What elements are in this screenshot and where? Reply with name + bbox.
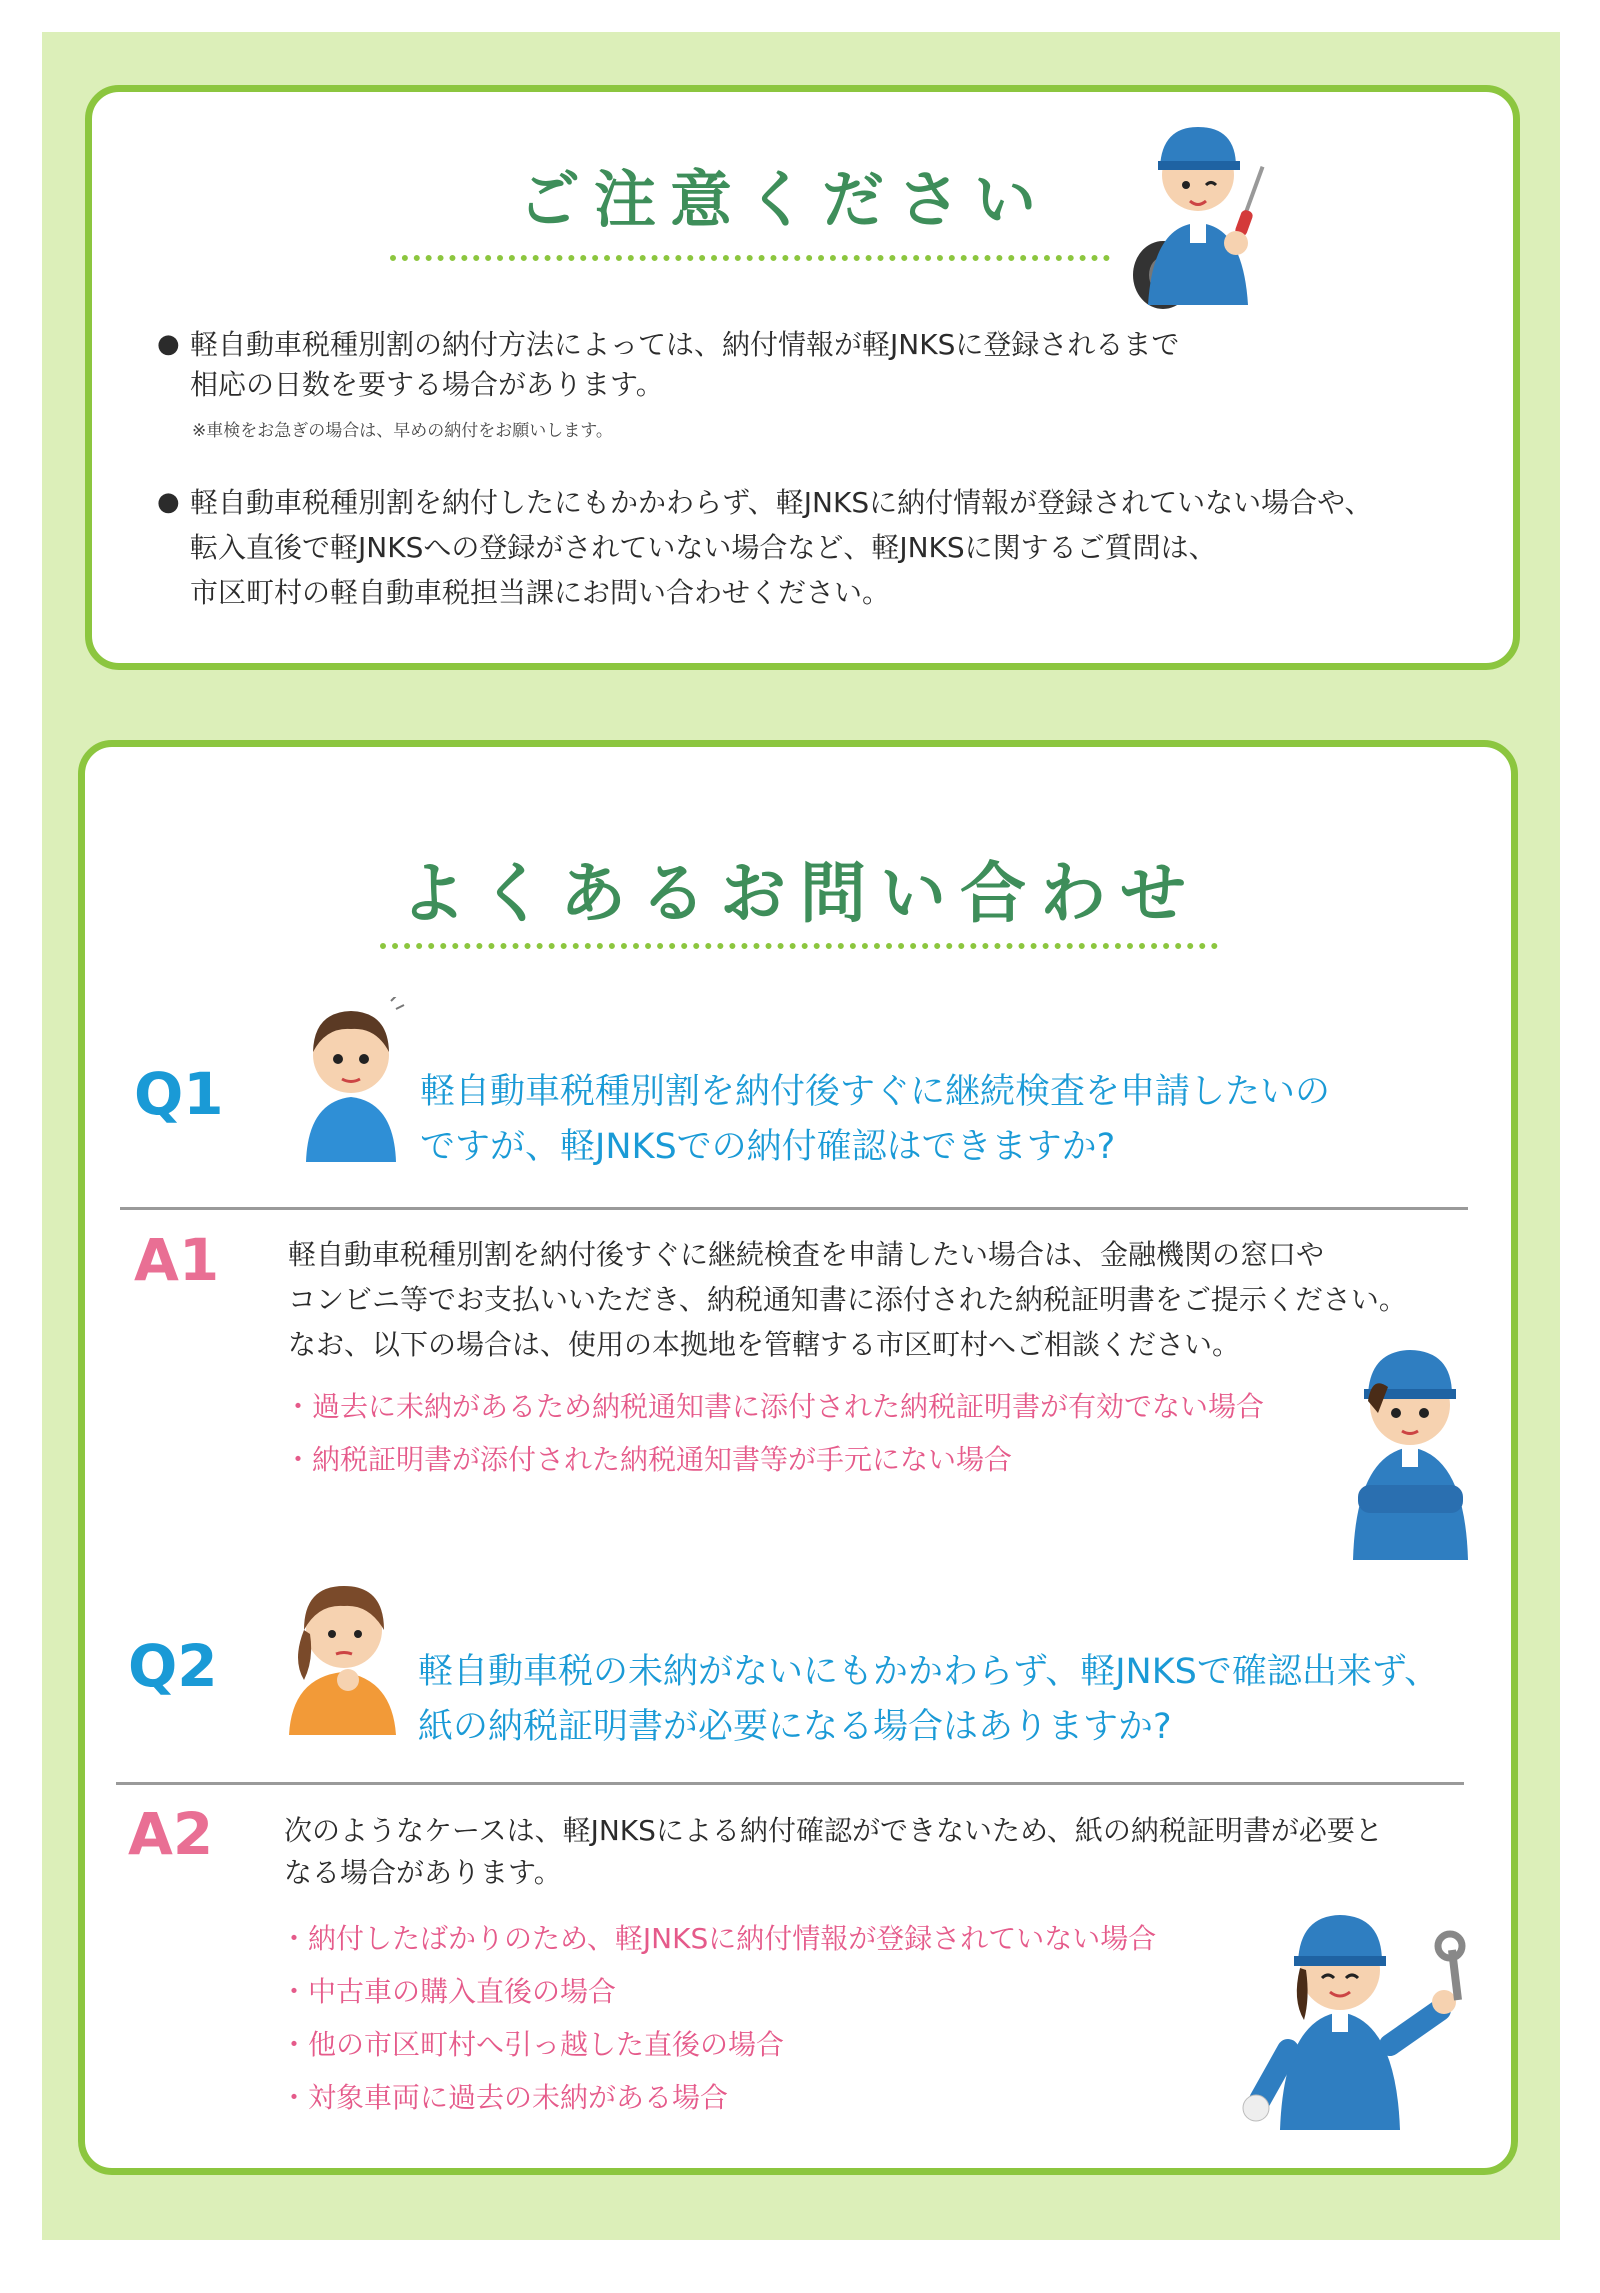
a2-label: A2	[128, 1800, 214, 1868]
notice-item2-line2: 転入直後で軽JNKSへの登録がされていない場合など、軽JNKSに関するご質問は、	[190, 531, 1217, 564]
a2-bullet-3: ・他の市区町村へ引っ越した直後の場合	[280, 2028, 785, 2061]
q2-line1: 軽自動車税の未納がないにもかかわらず、軽JNKSで確認出来ず、	[418, 1652, 1440, 1692]
faq-title: よくあるお問い合わせ	[400, 855, 1200, 932]
a2-bullet-4: ・対象車両に過去の未納がある場合	[280, 2081, 729, 2114]
notice-item1-line2: 相応の日数を要する場合があります。	[190, 368, 664, 401]
notice-title-underline	[390, 255, 1110, 261]
a1-label: A1	[134, 1226, 220, 1294]
q1-divider	[120, 1207, 1468, 1210]
a1-bullet-2: ・納税証明書が添付された納税通知書等が手元にない場合	[284, 1443, 1013, 1476]
notice-item1-line1: 軽自動車税種別割の納付方法によっては、納付情報が軽JNKSに登録されるまで	[190, 328, 1180, 361]
mechanic-screwdriver-illustration	[1118, 105, 1278, 310]
faq-title-underline	[380, 943, 1218, 949]
a1-bullet-1: ・過去に未納があるため納税通知書に添付された納税証明書が有効でない場合	[284, 1390, 1265, 1423]
person-thinking-illustration	[284, 1570, 404, 1735]
a1-line1: 軽自動車税種別割を納付後すぐに継続検査を申請したい場合は、金融機関の窓口や	[288, 1238, 1325, 1271]
a1-line3: なお、以下の場合は、使用の本拠地を管轄する市区町村へご相談ください。	[288, 1328, 1241, 1361]
notice-bullet-1: ●	[157, 329, 180, 359]
a2-bullet-1: ・納付したばかりのため、軽JNKSに納付情報が登録されていない場合	[280, 1922, 1157, 1955]
notice-item1-note: ※車検をお急ぎの場合は、早めの納付をお願いします。	[192, 421, 613, 441]
q1-line2: ですが、軽JNKSでの納付確認はできますか?	[420, 1127, 1116, 1167]
q1-label: Q1	[134, 1060, 224, 1128]
q2-divider	[116, 1782, 1464, 1785]
a2-bullet-2: ・中古車の購入直後の場合	[280, 1975, 617, 2008]
notice-title: ご注意ください	[518, 163, 1051, 236]
q2-line2: 紙の納税証明書が必要になる場合はありますか?	[418, 1707, 1172, 1747]
notice-bullet-2: ●	[157, 487, 180, 517]
q1-line1: 軽自動車税種別割を納付後すぐに継続検査を申請したいの	[420, 1072, 1331, 1112]
mechanic-wrench-illustration	[1240, 1870, 1470, 2130]
mechanic-arms-crossed-illustration	[1348, 1335, 1473, 1560]
notice-item2-line3: 市区町村の軽自動車税担当課にお問い合わせください。	[190, 576, 891, 609]
person-wondering-illustration	[296, 997, 406, 1162]
a2-line1: 次のようなケースは、軽JNKSによる納付確認ができないため、紙の納税証明書が必要と	[284, 1814, 1383, 1847]
q2-label: Q2	[128, 1632, 218, 1700]
notice-item2-line1: 軽自動車税種別割を納付したにもかかわらず、軽JNKSに納付情報が登録されていない場合や、	[190, 486, 1373, 519]
a1-line2: コンビニ等でお支払いいただき、納税通知書に添付された納税証明書をご提示ください。	[288, 1283, 1407, 1316]
a2-line2: なる場合があります。	[284, 1856, 562, 1889]
